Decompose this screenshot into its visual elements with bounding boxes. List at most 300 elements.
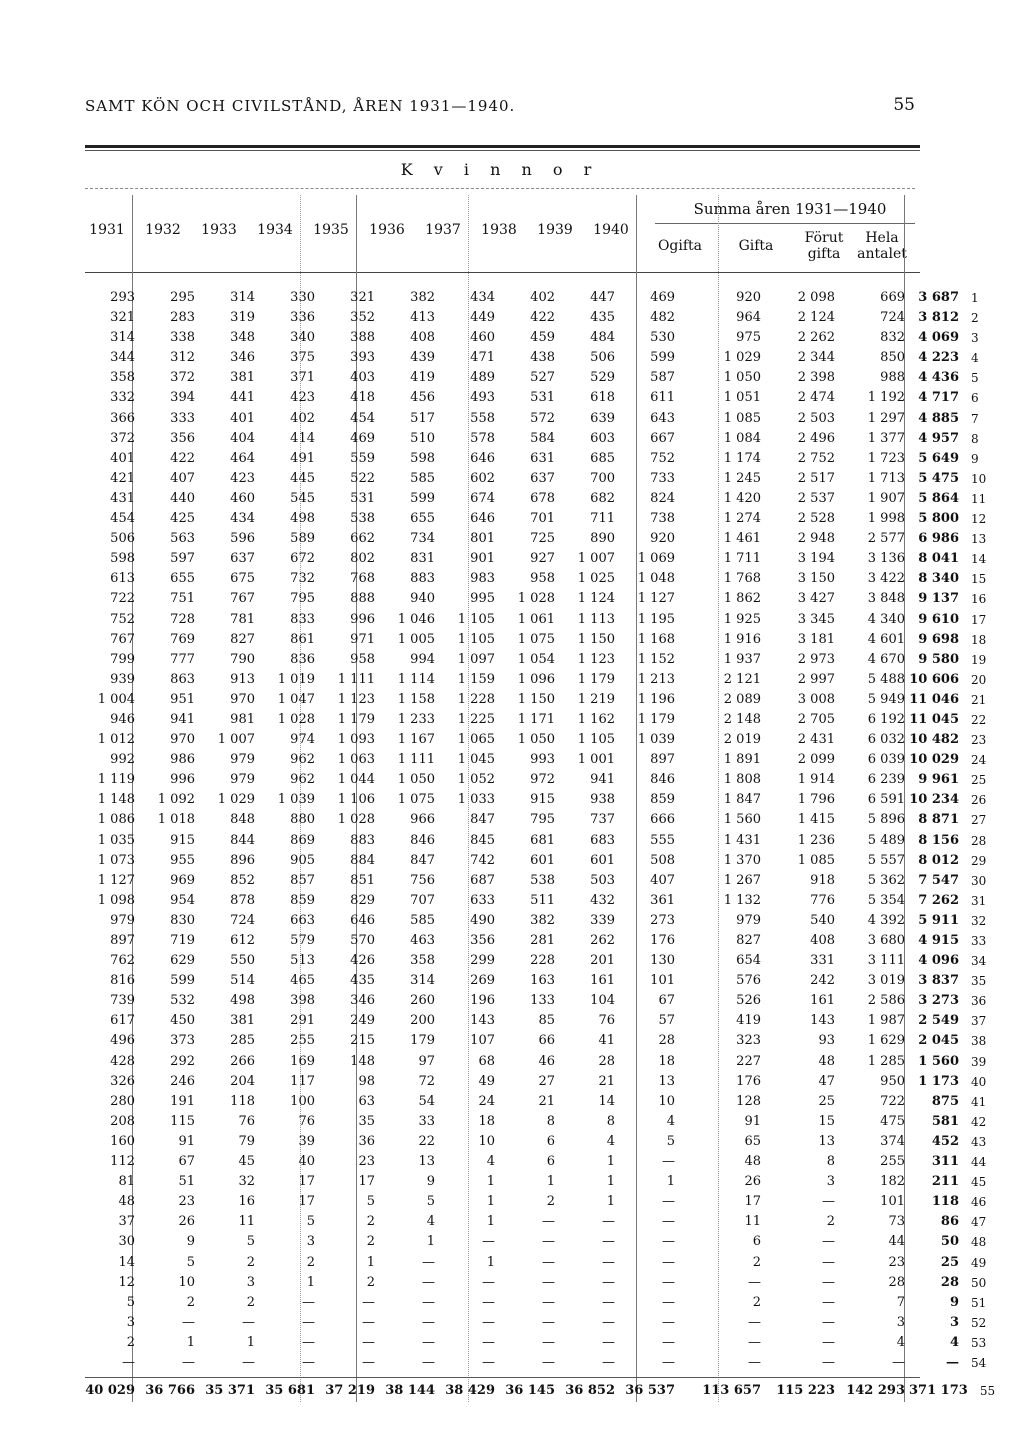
- table-cell: 67: [658, 993, 675, 1009]
- table-cell: 2 398: [797, 370, 835, 386]
- table-cell: 28: [658, 1033, 675, 1049]
- table-cell: 1 148: [97, 792, 135, 808]
- table-cell: 419: [410, 370, 435, 386]
- table-row: [85, 670, 999, 690]
- table-cell: 958: [350, 651, 375, 667]
- table-cell: 10: [658, 1093, 675, 1109]
- table-cell: 293: [110, 290, 135, 305]
- table-cell: 1 092: [157, 792, 195, 808]
- table-cell: 1 050: [397, 772, 435, 788]
- table-cell: 67: [178, 1154, 195, 1170]
- table-cell: 1 052: [457, 772, 495, 788]
- table-cell: 918: [810, 872, 835, 888]
- table-cell: 51: [178, 1174, 195, 1190]
- table-cell: 344: [110, 350, 135, 366]
- table-cell: 17: [298, 1174, 315, 1190]
- table-cell: 4 096: [918, 953, 959, 969]
- table-cell: 4: [949, 1334, 959, 1350]
- table-cell: 36 766: [145, 1383, 195, 1399]
- table-cell: 742: [470, 852, 495, 868]
- table-cell: 734: [410, 531, 435, 547]
- table-cell: 12: [118, 1274, 135, 1290]
- table-cell: 1 420: [723, 490, 761, 506]
- table-cell: 4 601: [867, 631, 905, 647]
- table-row: [85, 509, 999, 529]
- table-cell: 295: [170, 290, 195, 305]
- table-cell: 93: [818, 1033, 835, 1049]
- age-cell: 20: [971, 672, 987, 687]
- table-cell: 1 096: [517, 671, 555, 687]
- table-cell: —: [822, 1294, 835, 1310]
- table-row: [85, 1313, 999, 1333]
- table-cell: 905: [290, 852, 315, 868]
- table-cell: 5 489: [867, 832, 905, 848]
- table-cell: 532: [170, 993, 195, 1009]
- table-cell: 5 864: [918, 490, 959, 506]
- table-cell: 2 148: [723, 711, 761, 727]
- table-cell: 981: [230, 711, 255, 727]
- table-cell: 1 085: [723, 410, 761, 426]
- age-cell: 21: [971, 692, 987, 707]
- table-cell: 979: [230, 772, 255, 788]
- table-cell: 68: [478, 1053, 495, 1069]
- table-cell: 2: [752, 1294, 761, 1310]
- table-cell: 1 461: [723, 531, 761, 547]
- table-cell: —: [482, 1354, 495, 1370]
- table-cell: 2 124: [797, 310, 835, 326]
- table-cell: 1 054: [517, 651, 555, 667]
- table-cell: 76: [598, 1013, 615, 1029]
- table-cell: 618: [590, 390, 615, 406]
- table-row: [85, 1353, 999, 1373]
- table-cell: 527: [530, 370, 555, 386]
- table-cell: 421: [110, 470, 135, 486]
- table-cell: 148: [350, 1053, 375, 1069]
- year-header-1939: 1939: [537, 222, 573, 238]
- table-cell: 336: [290, 310, 315, 326]
- totals-rule: [85, 1377, 920, 1378]
- table-cell: 439: [410, 350, 435, 366]
- table-cell: 2 973: [797, 651, 835, 667]
- table-cell: 572: [530, 410, 555, 426]
- table-cell: 450: [170, 1013, 195, 1029]
- table-cell: 4 340: [867, 611, 905, 627]
- table-cell: 3 111: [867, 953, 905, 969]
- table-cell: 1 159: [457, 671, 495, 687]
- table-cell: 463: [410, 933, 435, 948]
- table-cell: 160: [110, 1133, 135, 1149]
- table-cell: 979: [736, 912, 761, 928]
- table-cell: 1 167: [397, 732, 435, 748]
- table-cell: 844: [230, 832, 255, 848]
- table-cell: 2 997: [797, 671, 835, 687]
- table-cell: 356: [470, 933, 495, 948]
- table-cell: 104: [590, 993, 615, 1009]
- table-cell: 445: [290, 470, 315, 486]
- table-cell: 246: [170, 1073, 195, 1089]
- age-cell: 44: [971, 1155, 987, 1170]
- table-cell: 179: [410, 1033, 435, 1049]
- table-cell: 115: [170, 1113, 195, 1129]
- table-cell: 1 560: [918, 1053, 959, 1069]
- table-cell: 469: [650, 290, 675, 305]
- table-cell: 35 371: [205, 1383, 255, 1399]
- summa-rule: [655, 223, 915, 224]
- table-cell: 799: [110, 651, 135, 667]
- table-cell: 375: [290, 350, 315, 366]
- table-cell: 1 173: [918, 1073, 959, 1089]
- table-cell: 262: [590, 933, 615, 948]
- table-cell: 1 028: [337, 812, 375, 828]
- table-cell: 1: [606, 1194, 615, 1210]
- table-cell: 85: [538, 1013, 555, 1029]
- table-cell: 1 233: [397, 711, 435, 727]
- table-cell: 801: [470, 531, 495, 547]
- table-cell: 356: [170, 430, 195, 446]
- table-row: [85, 1293, 999, 1313]
- table-cell: 724: [230, 912, 255, 928]
- table-cell: 2: [126, 1334, 135, 1350]
- table-cell: 617: [110, 1013, 135, 1029]
- table-row: [85, 610, 999, 630]
- data-table: [85, 288, 999, 1373]
- table-cell: 388: [350, 330, 375, 346]
- year-header-1940: 1940: [593, 222, 629, 238]
- table-cell: 1 085: [797, 852, 835, 868]
- running-title: SAMT KÖN OCH CIVILSTÅND, ÅREN 1931—1940.: [85, 97, 516, 115]
- table-cell: 700: [590, 470, 615, 486]
- table-cell: 1: [606, 1174, 615, 1190]
- table-cell: 11 045: [909, 711, 959, 727]
- table-cell: 32: [238, 1174, 255, 1190]
- table-cell: 3 150: [797, 571, 835, 587]
- table-cell: —: [662, 1274, 675, 1290]
- table-cell: 407: [170, 470, 195, 486]
- table-cell: 3 422: [867, 571, 905, 587]
- table-cell: 3 837: [918, 973, 959, 989]
- table-cell: 5 557: [867, 852, 905, 868]
- age-cell: 52: [971, 1315, 987, 1330]
- age-cell: 49: [971, 1255, 987, 1270]
- table-row: [85, 288, 999, 308]
- table-cell: 988: [880, 370, 905, 386]
- year-header-1931: 1931: [89, 222, 125, 238]
- table-cell: 41: [598, 1033, 615, 1049]
- page-header: [85, 97, 915, 121]
- table-row: [85, 1253, 999, 1273]
- totals-row-cells: [85, 1381, 1008, 1401]
- table-cell: 9 137: [918, 591, 959, 607]
- table-cell: 7 547: [918, 872, 959, 888]
- table-cell: 5 362: [867, 872, 905, 888]
- table-cell: 883: [350, 832, 375, 848]
- table-cell: —: [242, 1314, 255, 1330]
- table-cell: 1 098: [97, 892, 135, 908]
- table-cell: —: [662, 1234, 675, 1250]
- table-cell: —: [422, 1254, 435, 1270]
- table-cell: 260: [410, 993, 435, 1009]
- table-cell: 1 560: [723, 812, 761, 828]
- group-title: K v i n n o r: [400, 160, 600, 179]
- table-cell: —: [542, 1254, 555, 1270]
- table-cell: 2 262: [797, 330, 835, 346]
- table-cell: 1 132: [723, 892, 761, 908]
- table-cell: 1 987: [867, 1013, 905, 1029]
- table-cell: 63: [358, 1093, 375, 1109]
- table-cell: 8 156: [918, 832, 959, 848]
- table-cell: 983: [470, 571, 495, 587]
- table-cell: 687: [470, 872, 495, 888]
- table-cell: 292: [170, 1053, 195, 1069]
- table-row: [85, 770, 999, 790]
- age-cell: 18: [971, 632, 987, 647]
- table-cell: —: [822, 1194, 835, 1210]
- table-cell: 1 377: [867, 430, 905, 446]
- table-cell: 2: [246, 1254, 255, 1270]
- table-cell: 314: [230, 290, 255, 305]
- age-cell: 43: [971, 1134, 987, 1149]
- table-cell: 506: [590, 350, 615, 366]
- table-cell: 1: [246, 1334, 255, 1350]
- table-cell: 1 174: [723, 450, 761, 466]
- table-cell: 971: [350, 631, 375, 647]
- table-cell: 269: [470, 973, 495, 989]
- table-cell: 72: [418, 1073, 435, 1089]
- table-cell: —: [946, 1354, 959, 1370]
- table-cell: 23: [358, 1154, 375, 1170]
- age-cell: 28: [971, 833, 987, 848]
- age-cell: 38: [971, 1034, 987, 1049]
- table-cell: 939: [110, 671, 135, 687]
- year-header-1935: 1935: [313, 222, 349, 238]
- table-cell: 579: [290, 933, 315, 948]
- age-cell: 45: [971, 1175, 987, 1190]
- table-cell: 1 127: [637, 591, 675, 607]
- table-cell: 398: [290, 993, 315, 1009]
- table-cell: 2 705: [797, 711, 835, 727]
- table-cell: 913: [230, 671, 255, 687]
- table-row: [85, 1031, 999, 1051]
- table-cell: 4 223: [918, 350, 959, 366]
- table-cell: 1 111: [337, 671, 375, 687]
- table-cell: 663: [290, 912, 315, 928]
- table-cell: 107: [470, 1033, 495, 1049]
- table-cell: 45: [238, 1154, 255, 1170]
- table-cell: 26: [744, 1174, 761, 1190]
- table-cell: 756: [410, 872, 435, 888]
- table-cell: 795: [530, 812, 555, 828]
- table-row: [85, 1052, 999, 1072]
- age-cell: 16: [971, 592, 987, 607]
- table-cell: 484: [590, 330, 615, 346]
- table-cell: 447: [590, 290, 615, 305]
- table-row: [85, 1152, 999, 1172]
- table-cell: —: [542, 1354, 555, 1370]
- table-cell: 2: [366, 1274, 375, 1290]
- table-cell: 1 267: [723, 872, 761, 888]
- table-cell: 711: [590, 511, 615, 527]
- table-cell: 795: [290, 591, 315, 607]
- table-cell: 372: [170, 370, 195, 386]
- table-cell: 768: [350, 571, 375, 587]
- table-cell: 576: [736, 973, 761, 989]
- table-cell: 1: [606, 1154, 615, 1170]
- table-cell: —: [662, 1154, 675, 1170]
- table-cell: 1 171: [517, 711, 555, 727]
- table-cell: 469: [350, 430, 375, 446]
- table-cell: 2 948: [797, 531, 835, 547]
- table-cell: 585: [410, 470, 435, 486]
- age-cell: 23: [971, 733, 987, 748]
- table-cell: 28: [888, 1274, 905, 1290]
- table-cell: 401: [230, 410, 255, 426]
- table-cell: 1 025: [577, 571, 615, 587]
- table-cell: 3 194: [797, 551, 835, 567]
- table-cell: 1 065: [457, 732, 495, 748]
- table-cell: 112: [110, 1154, 135, 1170]
- table-cell: 503: [590, 872, 615, 888]
- table-cell: 672: [290, 551, 315, 567]
- table-cell: 725: [530, 531, 555, 547]
- table-row: [85, 308, 999, 328]
- table-cell: 563: [170, 531, 195, 547]
- table-cell: 1 086: [97, 812, 135, 828]
- table-cell: 599: [650, 350, 675, 366]
- table-cell: 489: [470, 370, 495, 386]
- table-row: [85, 871, 999, 891]
- table-cell: 777: [170, 651, 195, 667]
- table-cell: 86: [940, 1214, 959, 1230]
- table-cell: 790: [230, 651, 255, 667]
- age-cell: 9: [971, 451, 979, 466]
- table-cell: 8 012: [918, 852, 959, 868]
- table-cell: —: [422, 1274, 435, 1290]
- header-bottom-rule: [85, 272, 920, 273]
- table-cell: 5: [366, 1194, 375, 1210]
- table-cell: —: [822, 1254, 835, 1270]
- table-cell: 1 713: [867, 470, 905, 486]
- table-cell: 863: [170, 671, 195, 687]
- table-cell: 117: [290, 1073, 315, 1089]
- table-cell: 847: [470, 812, 495, 828]
- table-cell: —: [822, 1274, 835, 1290]
- table-cell: 1 847: [723, 792, 761, 808]
- table-cell: 1: [186, 1334, 195, 1350]
- year-header-1938: 1938: [481, 222, 517, 238]
- table-cell: 510: [410, 430, 435, 446]
- table-cell: —: [662, 1294, 675, 1310]
- table-cell: 393: [350, 350, 375, 366]
- table-cell: 115 223: [776, 1383, 835, 1399]
- table-cell: 1 063: [337, 752, 375, 768]
- table-cell: 666: [650, 812, 675, 828]
- table-cell: 28: [598, 1053, 615, 1069]
- table-cell: 39: [298, 1133, 315, 1149]
- age-cell: 7: [971, 411, 979, 426]
- table-cell: 30: [118, 1234, 135, 1250]
- table-cell: 2 099: [797, 752, 835, 768]
- table-cell: 46: [538, 1053, 555, 1069]
- table-cell: 14: [118, 1254, 135, 1270]
- table-cell: 1 075: [517, 631, 555, 647]
- table-row: [85, 650, 999, 670]
- table-row: [85, 449, 999, 469]
- table-cell: 646: [470, 450, 495, 466]
- table-cell: 1 150: [577, 631, 615, 647]
- summa-header-ogifta: Ogifta: [657, 238, 703, 254]
- table-cell: 631: [530, 450, 555, 466]
- table-cell: 432: [590, 892, 615, 908]
- table-cell: —: [662, 1254, 675, 1270]
- table-cell: 422: [170, 450, 195, 466]
- table-cell: 3 427: [797, 591, 835, 607]
- table-cell: 54: [418, 1093, 435, 1109]
- table-cell: 182: [880, 1174, 905, 1190]
- table-cell: 79: [238, 1133, 255, 1149]
- table-cell: 2: [366, 1234, 375, 1250]
- table-cell: 2: [826, 1214, 835, 1230]
- table-cell: 993: [530, 752, 555, 768]
- table-cell: 493: [470, 390, 495, 406]
- table-cell: 3: [306, 1234, 315, 1250]
- table-cell: —: [822, 1354, 835, 1370]
- table-cell: 859: [290, 892, 315, 908]
- table-cell: 285: [230, 1033, 255, 1049]
- table-cell: 333: [170, 410, 195, 426]
- table-cell: 1 029: [723, 350, 761, 366]
- table-cell: 570: [350, 933, 375, 948]
- table-cell: 962: [290, 752, 315, 768]
- table-cell: 204: [230, 1073, 255, 1089]
- table-cell: 682: [590, 490, 615, 506]
- table-row: [85, 911, 999, 931]
- table-cell: 1 093: [337, 732, 375, 748]
- table-cell: 2 549: [918, 1013, 959, 1029]
- table-cell: 669: [880, 290, 905, 305]
- table-cell: 824: [650, 490, 675, 506]
- table-cell: 1 914: [797, 772, 835, 788]
- table-cell: 2 121: [723, 671, 761, 687]
- table-cell: 1 033: [457, 792, 495, 808]
- table-cell: 602: [470, 470, 495, 486]
- age-cell: 30: [971, 873, 987, 888]
- table-cell: 22: [418, 1133, 435, 1149]
- table-cell: 522: [350, 470, 375, 486]
- table-row: [85, 429, 999, 449]
- table-cell: 352: [350, 310, 375, 326]
- table-cell: —: [482, 1274, 495, 1290]
- table-cell: 6 039: [867, 752, 905, 768]
- table-cell: 130: [650, 953, 675, 969]
- table-cell: 1: [426, 1234, 435, 1250]
- age-cell: 48: [971, 1235, 987, 1250]
- table-cell: 73: [888, 1214, 905, 1230]
- table-cell: 526: [736, 993, 761, 1009]
- table-cell: 57: [658, 1013, 675, 1029]
- table-cell: 601: [590, 852, 615, 868]
- table-cell: 739: [110, 993, 135, 1009]
- table-cell: —: [748, 1334, 761, 1350]
- table-cell: 1 213: [637, 671, 675, 687]
- table-cell: 1 018: [157, 812, 195, 828]
- age-cell: 3: [971, 331, 979, 346]
- table-cell: 9: [426, 1174, 435, 1190]
- table-cell: 273: [650, 912, 675, 928]
- table-cell: 454: [350, 410, 375, 426]
- table-cell: 49: [478, 1073, 495, 1089]
- age-cell: 14: [971, 552, 987, 567]
- table-cell: 955: [170, 852, 195, 868]
